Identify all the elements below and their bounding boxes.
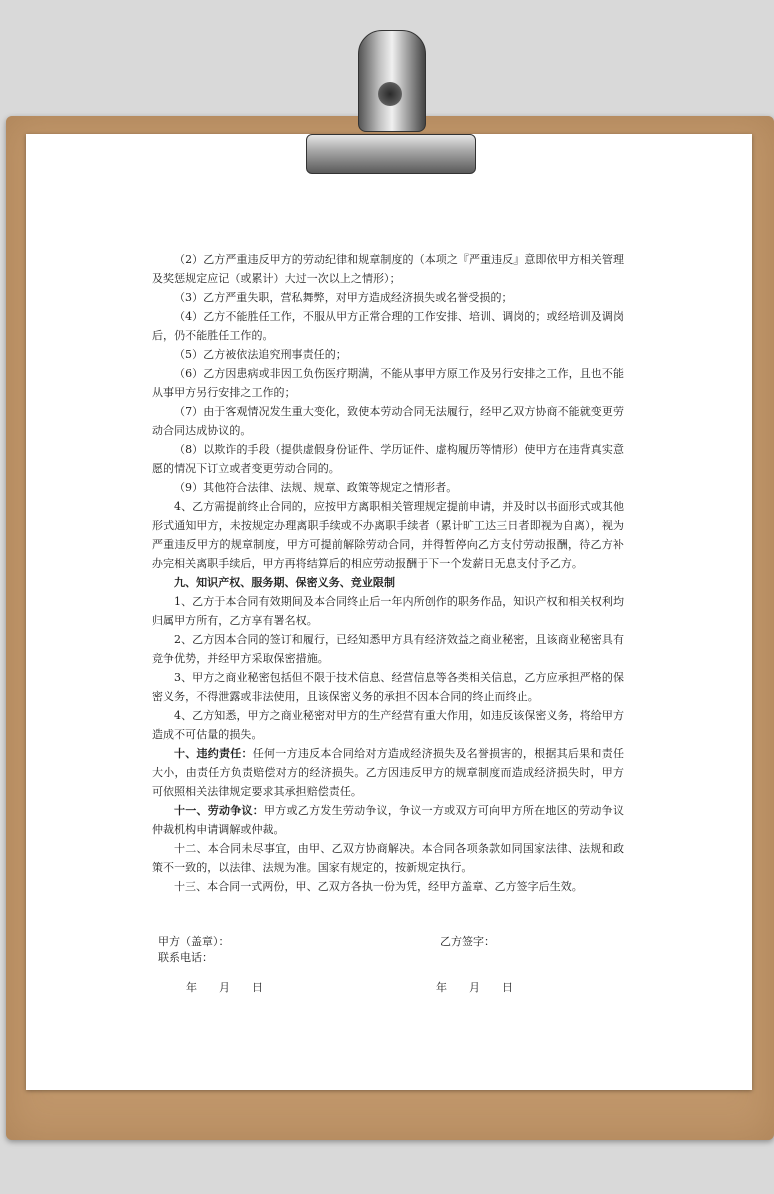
clause-2: （2）乙方严重违反甲方的劳动纪律和规章制度的（本项之『严重违反』意即依甲方相关管理及奖惩规定应记（或累计）大过一次以上之情形）； xyxy=(152,253,624,285)
binder-clip xyxy=(300,30,480,176)
section-heading-ip: 九、知识产权、服务期、保密义务、竞业限制 xyxy=(174,576,395,589)
clip-bar xyxy=(306,134,476,174)
date-a: 年 月 日 xyxy=(186,981,263,994)
clause-7: （7）由于客观情况发生重大变化，致使本劳动合同无法履行，经甲乙双方协商不能就变更劳动合同达成协议的。 xyxy=(152,405,624,437)
resignation-clause: 4、乙方需提前终止合同的，应按甲方离职相关管理规定提前申请，并及时以书面形式或其他形式通知甲方，未按规定办理离职手续或不办离职手续者（累计旷工达三日者即视为自离），视为严重违反甲方的规章制度，甲方可提前解除劳动合同，并得暂停向乙方支付劳动报酬，待乙方补办完相关离职手续后，甲方再将结算后的相应劳动报酬于下一个发薪日无息支付予乙方。 xyxy=(152,500,624,570)
ip-clause-1: 1、乙方于本合同有效期间及本合同终止后一年内所创作的职务作品，知识产权和相关权利均归属甲方所有，乙方享有署名权。 xyxy=(152,595,624,627)
clause-3: （3）乙方严重失职，营私舞弊，对甲方造成经济损失或名誉受损的； xyxy=(174,291,513,304)
liability-heading: 十、违约责任： xyxy=(174,747,253,760)
clause-13: 十三、本合同一式两份，甲、乙双方各执一份为凭，经甲方盖章、乙方签字后生效。 xyxy=(174,880,583,893)
dispute-text: 甲方或乙方发生劳动争议，争议一方或双方可向甲方所在地区的劳动争议仲裁机构申请调解或仲裁。 xyxy=(152,804,624,836)
dispute-heading: 十一、劳动争议： xyxy=(174,804,265,817)
liability-clause xyxy=(152,744,624,801)
phone-label: 联系电话： xyxy=(158,951,213,964)
dispute-clause xyxy=(152,801,624,839)
contract-body xyxy=(152,250,624,896)
clause-9: （9）其他符合法律、法规、规章、政策等规定之情形者。 xyxy=(174,481,458,494)
clip-hole xyxy=(378,82,402,106)
clip-ring xyxy=(358,30,426,132)
ip-clause-3: 3、甲方之商业秘密包括但不限于技术信息、经营信息等各类相关信息，乙方应承担严格的保密义务，不得泄露或非法使用，且该保密义务的承担不因本合同的终止而终止。 xyxy=(152,671,624,703)
ip-clause-4: 4、乙方知悉，甲方之商业秘密对甲方的生产经营有重大作用，如违反该保密义务，将给甲方造成不可估量的损失。 xyxy=(152,709,624,741)
party-b-label: 乙方签字： xyxy=(440,935,495,948)
date-b: 年 月 日 xyxy=(436,981,513,994)
clause-4: （4）乙方不能胜任工作，不服从甲方正常合理的工作安排、培训、调岗的；或经培训及调岗后，仍不能胜任工作的。 xyxy=(152,310,624,342)
clause-12: 十二、本合同未尽事宜，由甲、乙双方协商解决。本合同各项条款如同国家法律、法规和政策不一致的，以法律、法规为准。国家有规定的，按新规定执行。 xyxy=(152,842,624,874)
clause-6: （6）乙方因患病或非因工负伤医疗期满，不能从事甲方原工作及另行安排之工作，且也不能从事甲方另行安排之工作的； xyxy=(152,367,624,399)
liability-text: 任何一方违反本合同给对方造成经济损失及名誉损害的，根据其后果和责任大小，由责任方负责赔偿对方的经济损失。乙方因违反甲方的规章制度而造成经济损失时，甲方可依照相关法律规定要求其承担赔偿责任。 xyxy=(152,747,624,798)
party-a-label: 甲方（盖章）： xyxy=(158,935,230,948)
ip-clause-2: 2、乙方因本合同的签订和履行，已经知悉甲方具有经济效益之商业秘密，且该商业秘密具有竞争优势，并经甲方采取保密措施。 xyxy=(152,633,624,665)
clause-8: （8）以欺诈的手段（提供虚假身份证件、学历证件、虚构履历等情形）使甲方在违背真实意愿的情况下订立或者变更劳动合同的。 xyxy=(152,443,624,475)
clause-5: （5）乙方被依法追究刑事责任的； xyxy=(174,348,347,361)
